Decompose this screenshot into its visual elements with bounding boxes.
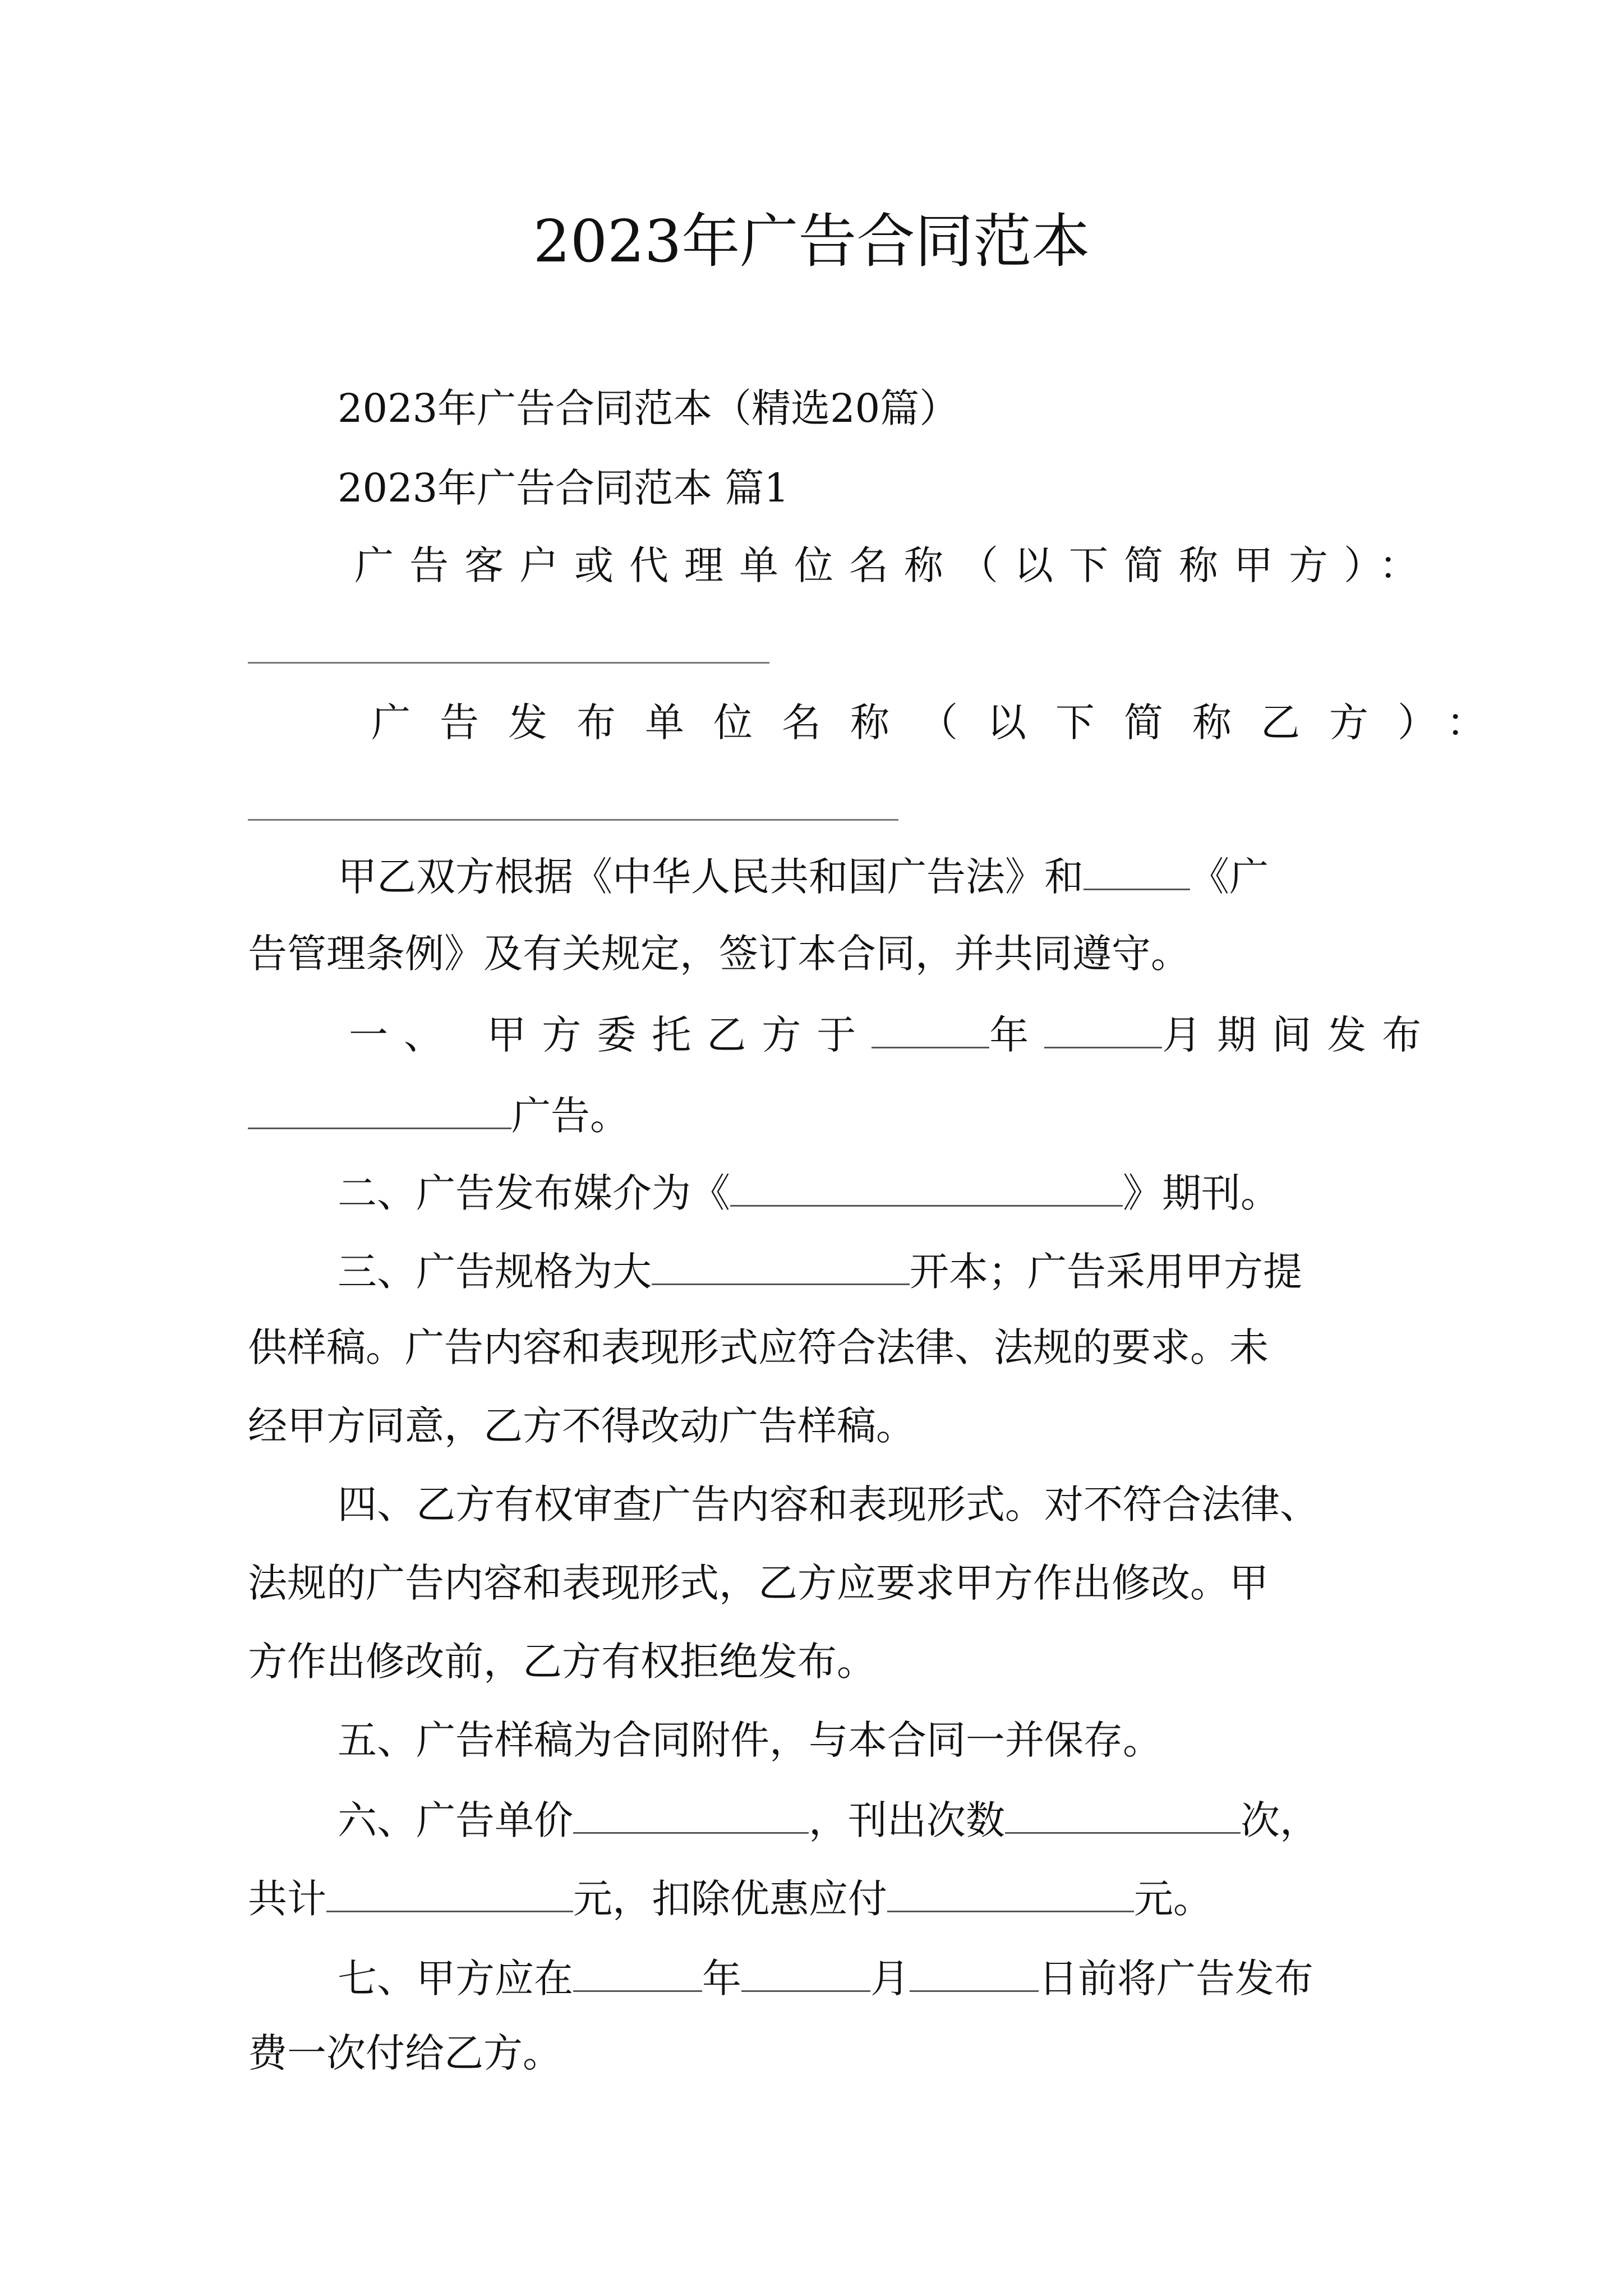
blank-payable — [887, 1874, 1134, 1912]
clause-4-line-2: 法规的广告内容和表现形式，乙方应要求甲方作出修改。甲 — [248, 1560, 1269, 1606]
clause-7-line-1: 七、甲方应在 年 月 日前将广告发布 — [248, 1953, 1476, 2001]
clause-3-line-1: 三、广告规格为大 开本；广告采用甲方提 — [248, 1246, 1476, 1294]
blank-ad-name — [248, 1091, 511, 1129]
party-a-label: 广告客户或代理单位名称（以下简称甲方）： — [354, 542, 1434, 588]
document-subtitle: 2023年广告合同范本（精选20篇） — [338, 385, 959, 431]
clause-1-line-2: 广告。 — [248, 1091, 1386, 1138]
clause-4-line-3: 方作出修改前，乙方有权拒绝发布。 — [248, 1639, 876, 1685]
blank-count — [1005, 1795, 1241, 1834]
intro-line-1: 甲乙双方根据《中华人民共和国广告法》和 《广 — [248, 852, 1476, 899]
blank-media — [730, 1168, 1123, 1207]
blank-pay-month — [741, 1953, 870, 1992]
party-b-label: 广告发布单位名称（以下简称乙方）： — [371, 700, 1515, 746]
blank-year — [872, 1010, 989, 1048]
clause-5: 五、广告样稿为合同附件，与本合同一并保存。 — [338, 1717, 1162, 1763]
party-a-fill-line — [248, 662, 769, 664]
clause-6-line-2: 共计 元，扣除优惠应付 元。 — [248, 1874, 1386, 1921]
clause-7-line-2: 费一次付给乙方。 — [248, 2030, 562, 2076]
section-heading: 2023年广告合同范本 篇1 — [338, 465, 789, 511]
clause-4-line-1: 四、乙方有权审查广告内容和表现形式。对不符合法律、 — [338, 1481, 1319, 1527]
blank-pay-day — [910, 1953, 1039, 1992]
blank-size — [652, 1246, 910, 1285]
blank-field — [1083, 852, 1190, 890]
clause-2: 二、广告发布媒介为《 》期刊。 — [248, 1168, 1476, 1216]
clause-1-line-1: 一、 甲方委托乙方于 年 月期间发布 — [248, 1010, 1487, 1057]
clause-3-line-2: 供样稿。广告内容和表现形式应符合法律、法规的要求。未 — [248, 1324, 1269, 1370]
blank-total — [326, 1874, 573, 1912]
blank-month — [1044, 1010, 1162, 1048]
clause-3-line-3: 经甲方同意，乙方不得改动广告样稿。 — [248, 1403, 915, 1449]
document-title: 2023年广告合同范本 — [533, 207, 1090, 275]
clause-6-line-1: 六、广告单价 ，刊出次数 次， — [248, 1795, 1476, 1843]
intro-line-2: 告管理条例》及有关规定，签订本合同，并共同遵守。 — [248, 931, 1190, 977]
blank-pay-year — [573, 1953, 702, 1992]
party-b-fill-line — [248, 819, 898, 821]
blank-unit-price — [573, 1795, 809, 1834]
